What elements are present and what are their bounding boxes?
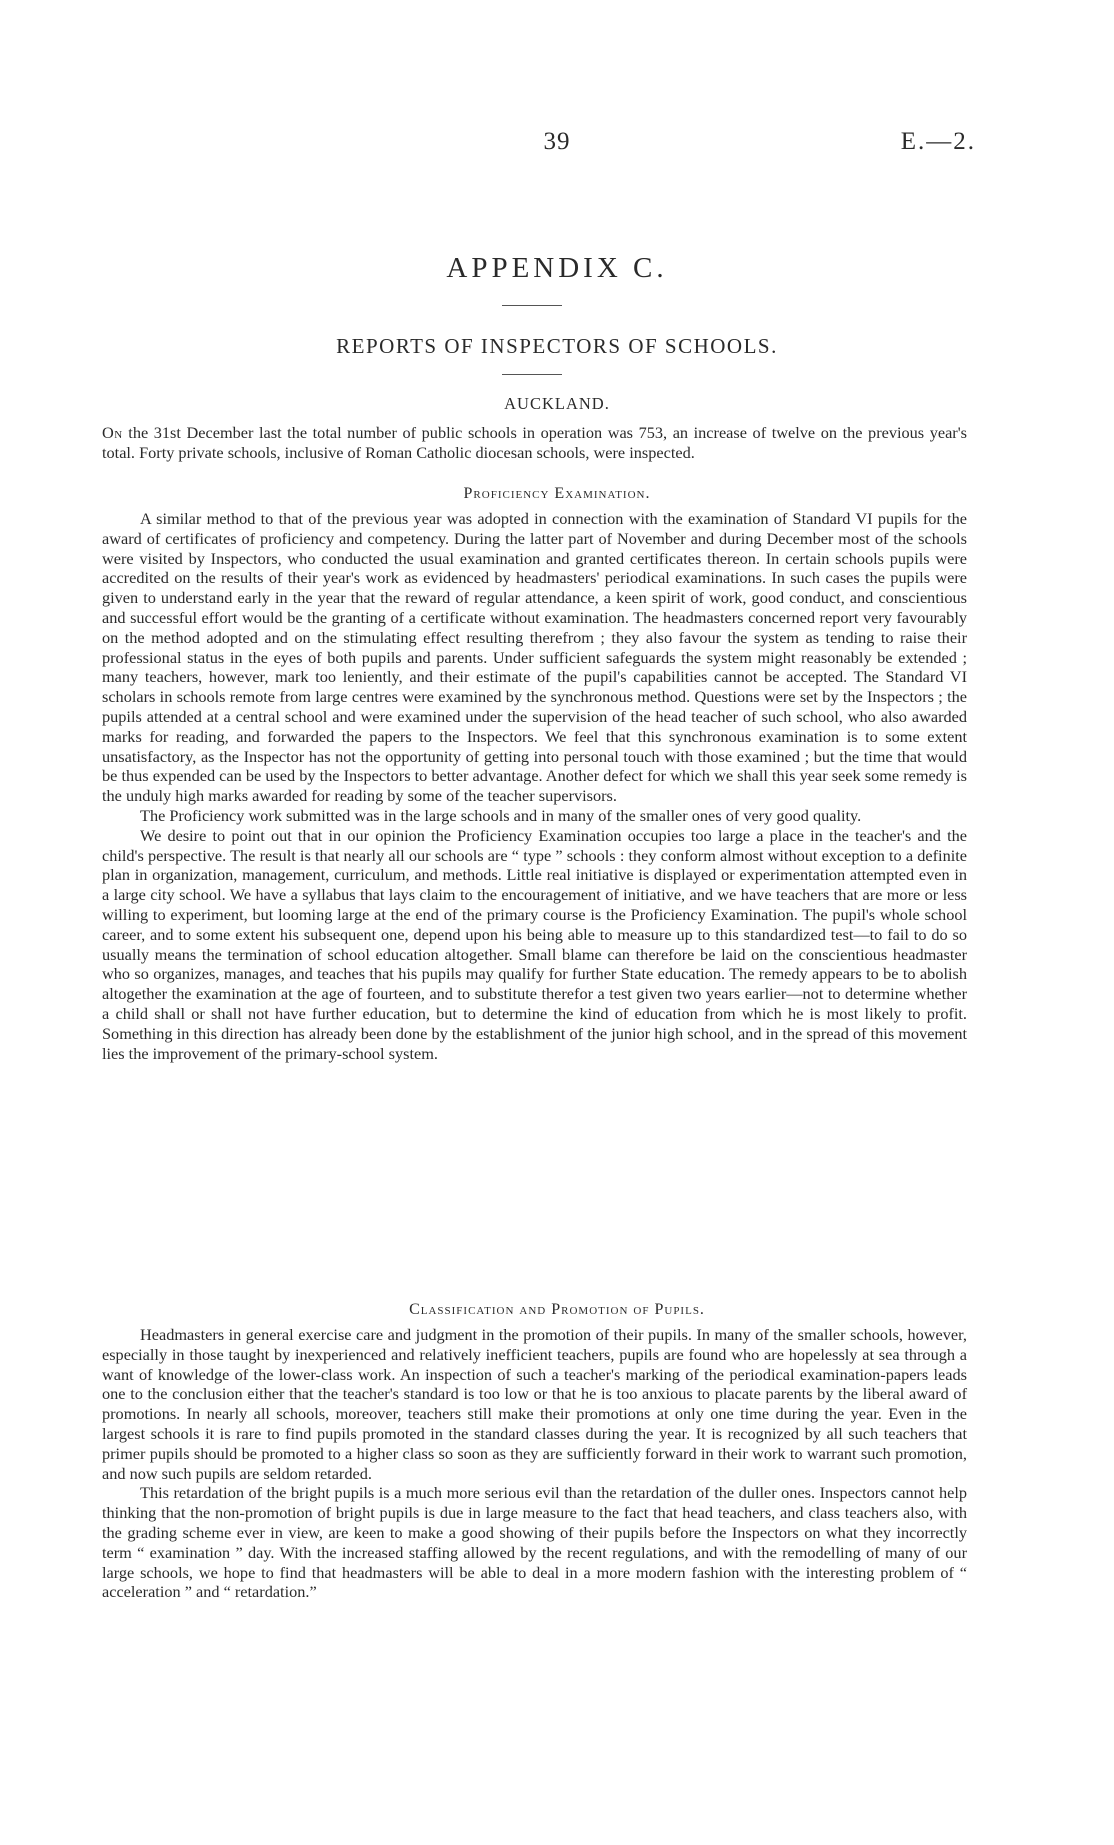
- intro-lead-word: On: [102, 423, 123, 442]
- region-heading: AUCKLAND.: [504, 394, 610, 413]
- reports-title: REPORTS OF INSPECTORS OF SCHOOLS.: [336, 334, 778, 358]
- title-divider: [502, 305, 562, 306]
- intro-paragraph: [102, 423, 967, 463]
- document-reference: E.—2.: [900, 128, 976, 155]
- title-divider: [502, 374, 562, 375]
- paragraph: This retardation of the bright pupils is a much more serious evil than the retardation of the duller ones. Inspectors cannot help thinking that the non-promotion of bright pupils is due in large measure to the fact that head teachers, and class teachers also, with the grading scheme ever in view, are keen to make a good showing of their pupils before the Inspectors on what they incorrectly term “ examination ” day. With the increased staffing allowed by the recent regulations, and with the remodelling of many of our large schools, we hope to find that headmasters will be able to deal in a more modern fashion with the interesting problem of “ acceleration ” and “ retardation.”: [102, 1483, 967, 1602]
- appendix-title: APPENDIX C.: [446, 252, 668, 284]
- intro-text: the 31st December last the total number of public schools in operation was 753, an increase of twelve on the previous year's total. Forty private schools, inclusive of Roman Catholic diocesan schools, were inspected.: [102, 423, 967, 462]
- classification-section: [102, 1325, 967, 1602]
- paragraph: Headmasters in general exercise care and judgment in the promotion of their pupils. In many of the smaller schools, however, especially in those taught by inexperienced and relatively inefficient teachers, pupils are found who are hopelessly at sea through a want of knowledge of the lower-class work. An inspection of such a teacher's marking of the periodical examination-papers leads one to the conclusion either that the teacher's standard is too low or that he is too anxious to placate parents by the liberal award of promotions. In nearly all schools, moreover, teachers still make their promotions at only one time during the year. Even in the largest schools it is rare to find pupils promoted in the standard classes during the year. It is recognized by all such teachers that primer pupils should be promoted to a higher class so soon as they are sufficiently forward in their work to warrant such promotion, and now such pupils are seldom retarded.: [102, 1325, 967, 1483]
- section-heading-classification: Classification and Promotion of Pupils.: [409, 1301, 705, 1318]
- paragraph: We desire to point out that in our opinion the Proficiency Examination occupies too large a place in the teacher's and the child's perspective. The result is that nearly all our schools are “ type ” schools : they conform almost without exception to a definite plan in organization, management, curriculum, and methods. Little real initiative is displayed or experimentation attempted even in a large city school. We have a syllabus that lays claim to the encouragement of initiative, and we have teachers that are more or less willing to experiment, but looming large at the end of the primary course is the Proficiency Examination. The pupil's whole school career, and to some extent his subsequent one, depend upon his being able to measure up to this standardized test—to fail to do so usually means the termination of school education altogether. Small blame can therefore be laid on the conscientious headmaster who so organizes, manages, and teaches that his pupils may qualify for further State education. The remedy appears to be to abolish altogether the examination at the age of fourteen, and to substitute therefor a test given two years earlier—not to determine whether a child shall or shall not have further education, but to determine the kind of education from which he is most likely to profit. Something in this direction has already been done by the establishment of the junior high school, and in the spread of this movement lies the improvement of the primary-school system.: [102, 825, 967, 1063]
- section-heading-proficiency: Proficiency Examination.: [463, 485, 651, 502]
- proficiency-section: [102, 509, 967, 1063]
- paragraph: The Proficiency work submitted was in the large schools and in many of the smaller ones of very good quality.: [140, 805, 862, 825]
- paragraph: A similar method to that of the previous year was adopted in connection with the examination of Standard VI pupils for the award of certificates of proficiency and competency. During the latter part of November and during December most of the schools were visited by Inspectors, who conducted the usual examination and granted certificates thereon. In certain schools pupils were accredited on the results of their year's work as evidenced by headmasters' periodical examinations. In such cases the pupils were given to understand early in the year that the reward of regular attendance, a keen spirit of work, good conduct, and conscientious and successful effort would be the granting of a certificate without examination. The headmasters concerned report very favourably on the method adopted and on the stimulating effect resulting therefrom ; they also favour the system as tending to raise their professional status in the eyes of both pupils and parents. Under sufficient safeguards the system might reasonably be extended ; many teachers, however, mark too leniently, and their estimate of the pupil's capabilities cannot be accepted. The Standard VI scholars in schools remote from large centres were examined by the synchronous method. Questions were set by the Inspectors ; the pupils attended at a central school and were examined under the supervision of the head teacher of such school, who also awarded marks for reading, and forwarded the papers to the Inspectors. We feel that this synchronous examination is to some extent unsatisfactory, as the Inspector has not the opportunity of getting into personal touch with those examined ; but the time that would be thus expended can be used by the Inspectors to better advantage. Another defect for which we shall this year seek some remedy is the unduly high marks awarded for reading by some of the teacher supervisors.: [102, 509, 967, 806]
- page-number: 39: [543, 128, 571, 155]
